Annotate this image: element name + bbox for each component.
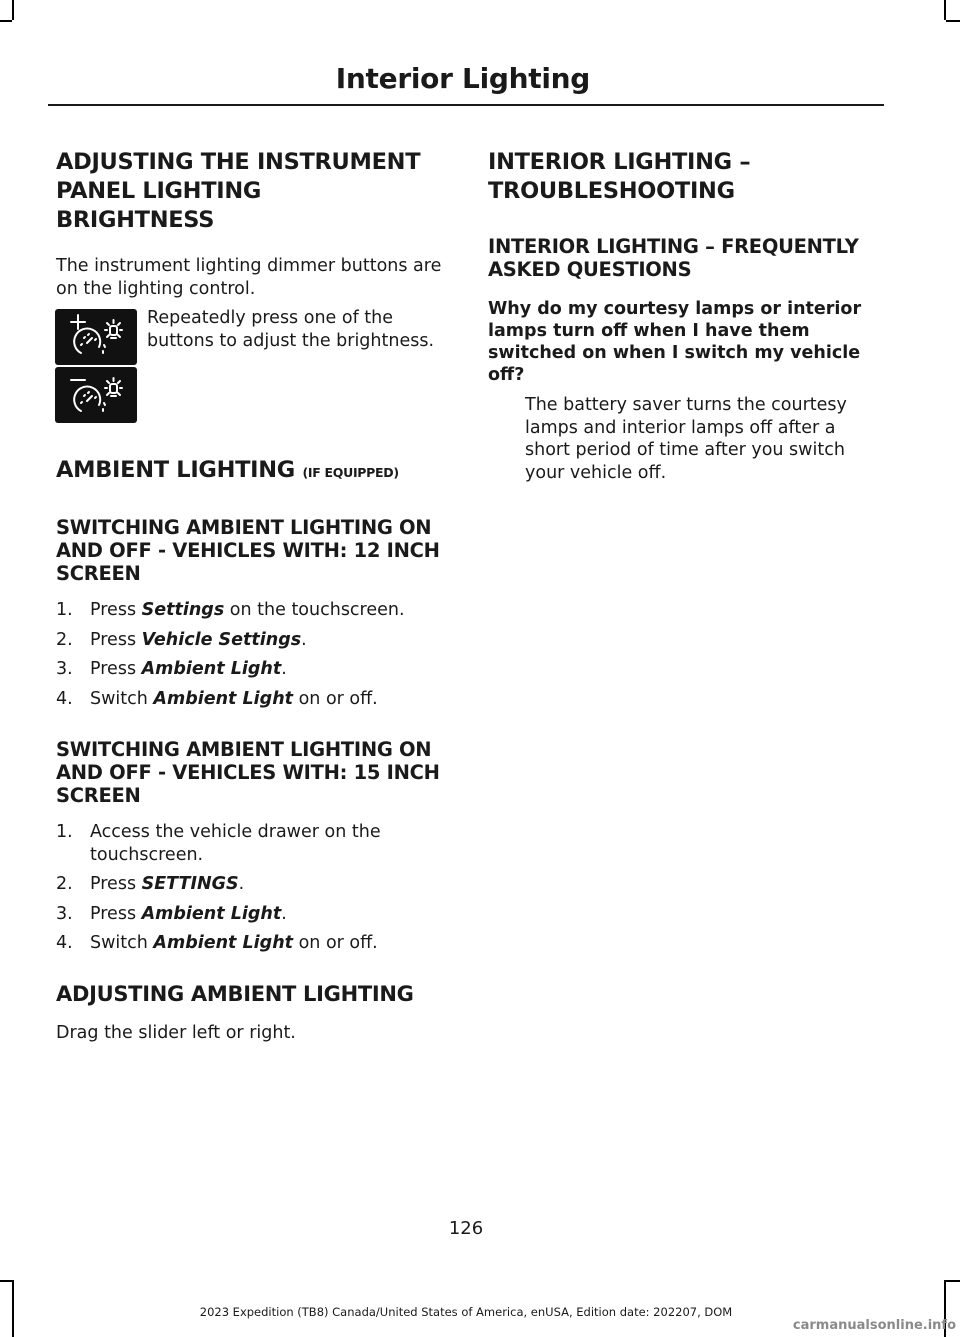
faq-heading: INTERIOR LIGHTING – FREQUENTLY ASKED QUESTIONS (488, 235, 859, 281)
faq-answer: The battery saver turns the courtesy lamps and interior lamps off after a short period of time after you switch your vehicle off. (525, 395, 847, 483)
ambient-12in-steps (56, 599, 446, 710)
brightness-heading: ADJUSTING THE INSTRUMENT PANEL LIGHTING BRIGHTNESS (56, 149, 421, 233)
list-item: 1. Access the vehicle drawer on the touchscreen. (56, 822, 381, 865)
if-equipped-note: (IF EQUIPPED) (302, 465, 399, 480)
header-divider (48, 104, 884, 106)
crop-mark (946, 20, 960, 22)
crop-mark (12, 0, 14, 20)
list-item: 1. Press Settings on the touchscreen. (56, 600, 405, 620)
list-item: 4. Switch Ambient Light on or off. (56, 688, 378, 709)
dimmer-plus-icon (55, 309, 137, 365)
brightness-intro: The instrument lighting dimmer buttons are on the lighting control. (56, 256, 442, 299)
troubleshooting-heading: INTERIOR LIGHTING – TROUBLESHOOTING (488, 149, 751, 204)
faq-question: Why do my courtesy lamps or interior lamps turn off when I have them switched on when I switch my vehicle off? (488, 299, 862, 385)
crop-mark (0, 20, 12, 22)
list-item: 4. Switch Ambient Light on or off. (56, 933, 378, 953)
list-item: 3. Press Ambient Light. (56, 659, 287, 679)
watermark: carmanualsonline.info (792, 1318, 956, 1333)
adjust-ambient-heading: ADJUSTING AMBIENT LIGHTING (56, 982, 414, 1006)
list-item: 2. Press SETTINGS. (56, 874, 245, 894)
list-item: 3. Press Ambient Light. (56, 903, 287, 924)
adjust-ambient-text: Drag the slider left or right. (56, 1023, 296, 1043)
ambient-15in-steps (56, 821, 446, 955)
ambient-15in-heading: SWITCHING AMBIENT LIGHTING ON AND OFF - VEHICLES WITH: 15 INCH SCREEN (56, 738, 440, 807)
edition-footer: 2023 Expedition (TB8) Canada/United States of America, enUSA, Edition date: 202207, DOM (199, 1305, 733, 1319)
list-item: 2. Press Vehicle Settings. (56, 629, 307, 650)
crop-mark (946, 1280, 960, 1282)
crop-mark (0, 1280, 12, 1282)
crop-mark (944, 0, 946, 20)
ambient-12in-heading: SWITCHING AMBIENT LIGHTING ON AND OFF - VEHICLES WITH: 12 INCH SCREEN (56, 516, 440, 585)
dimmer-minus-icon (55, 367, 137, 423)
page-header-title: Interior Lighting (335, 62, 590, 95)
brightness-instruction: Repeatedly press one of the buttons to adjust the brightness. (147, 308, 435, 351)
page-number: 126 (448, 1218, 484, 1239)
ambient-lighting-heading: AMBIENT LIGHTING (IF EQUIPPED) (56, 457, 399, 483)
